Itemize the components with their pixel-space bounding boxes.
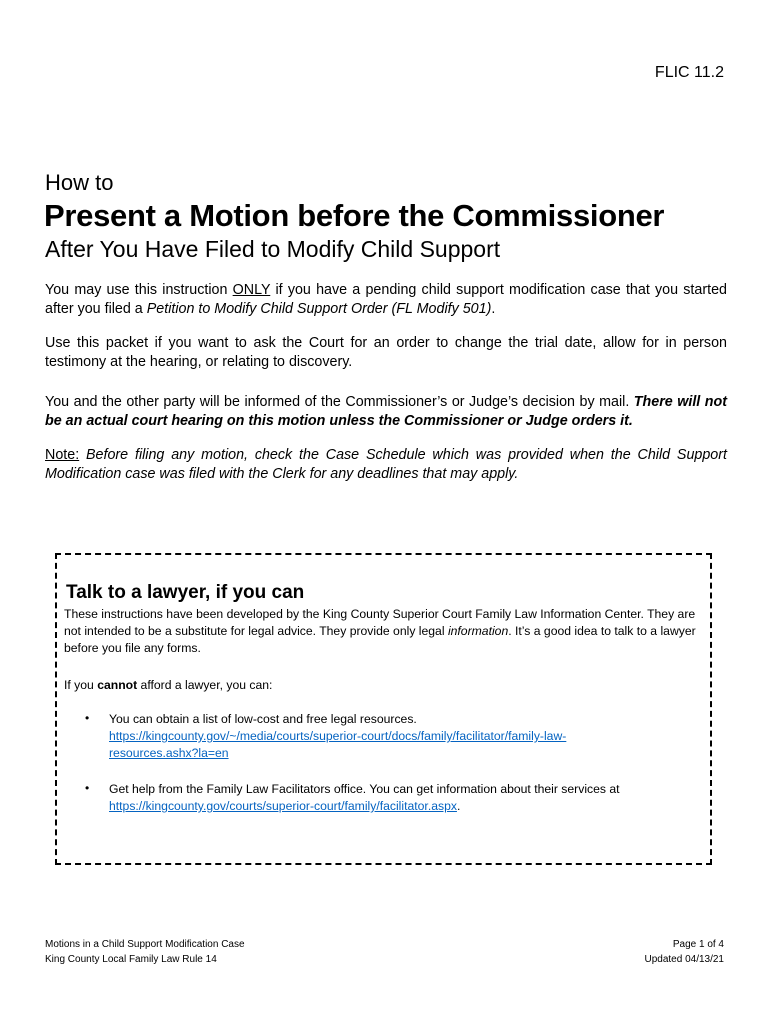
- updated-date: Updated 04/13/21: [644, 954, 724, 965]
- footer-right: [644, 937, 724, 967]
- intro-paragraph-2: Use this packet if you want to ask the Court for an order to change the trial date, allow for in person testimony at the hearing, or relating to discovery.: [45, 335, 727, 370]
- list-item-text: You can obtain a list of low-cost and free legal resources.: [109, 712, 417, 726]
- page-title: Present a Motion before the Commissioner: [44, 198, 665, 233]
- bullet-icon: •: [85, 711, 90, 725]
- page-number: Page 1 of 4: [672, 939, 724, 950]
- box-text: afford a lawyer, you can:: [137, 678, 273, 692]
- only-emphasis: ONLY: [232, 282, 271, 298]
- no-hearing-warning: There will not be an actual court hearing on this motion unless the Commissioner or Judge orders it.: [45, 394, 727, 429]
- lawyer-notice-box: [55, 553, 712, 865]
- box-text: These instructions have been developed by the King County Superior Court Family Law Information Center. They are not intended to be a substitute for legal advice. They provide only legal: [64, 607, 696, 638]
- intro-paragraph-3: [45, 393, 727, 431]
- how-to-label: How to: [45, 170, 114, 195]
- form-name: Petition to Modify Child Support Order (FL Modify 501): [146, 301, 492, 317]
- box-text: . It’s a good idea to talk to a lawyer before you file any forms.: [64, 624, 696, 655]
- resource-list-item-1: [109, 711, 689, 762]
- lawyer-box-text: [64, 606, 704, 657]
- resource-list-item-2: [109, 781, 689, 815]
- footer-rule: King County Local Family Law Rule 14: [45, 954, 217, 965]
- lawyer-box-heading: Talk to a lawyer, if you can: [66, 582, 305, 603]
- list-item-text: Get help from the Family Law Facilitators office. You can get information about their services at: [109, 782, 620, 796]
- intro-text: if you have a pending child support modification case that you started after you filed a: [45, 282, 727, 317]
- intro-paragraph-1: [45, 281, 727, 319]
- note-label: Note:: [45, 447, 80, 463]
- resources-link-line-2[interactable]: resources.ashx?la=en: [109, 746, 229, 760]
- form-id: FLIC 11.2: [654, 64, 724, 81]
- note-paragraph: [45, 446, 727, 484]
- footer-left: [45, 937, 245, 967]
- facilitator-link[interactable]: https://kingcounty.gov/courts/superior-court/family/facilitator.aspx: [109, 799, 457, 813]
- bullet-icon: •: [85, 781, 90, 795]
- information-emphasis: information: [447, 624, 509, 638]
- box-text: If you: [64, 678, 98, 692]
- cannot-emphasis: cannot: [97, 678, 138, 692]
- note-text: Before filing any motion, check the Case Schedule which was provided when the Child Support Modification case was filed with the Clerk for any deadlines that may apply.: [45, 447, 727, 482]
- intro-text: You and the other party will be informed of the Commissioner’s or Judge’s decision by mail.: [45, 394, 634, 410]
- cannot-afford-text: [64, 677, 704, 694]
- list-item-text: .: [456, 799, 461, 813]
- page-subtitle: After You Have Filed to Modify Child Support: [45, 236, 501, 262]
- intro-text: .: [491, 301, 496, 317]
- footer-case-type: Motions in a Child Support Modification Case: [45, 939, 245, 950]
- intro-text: You may use this instruction: [45, 282, 233, 298]
- resources-link-line-1[interactable]: https://kingcounty.gov/~/media/courts/superior-court/docs/family/facilitator/family-law-: [109, 729, 567, 743]
